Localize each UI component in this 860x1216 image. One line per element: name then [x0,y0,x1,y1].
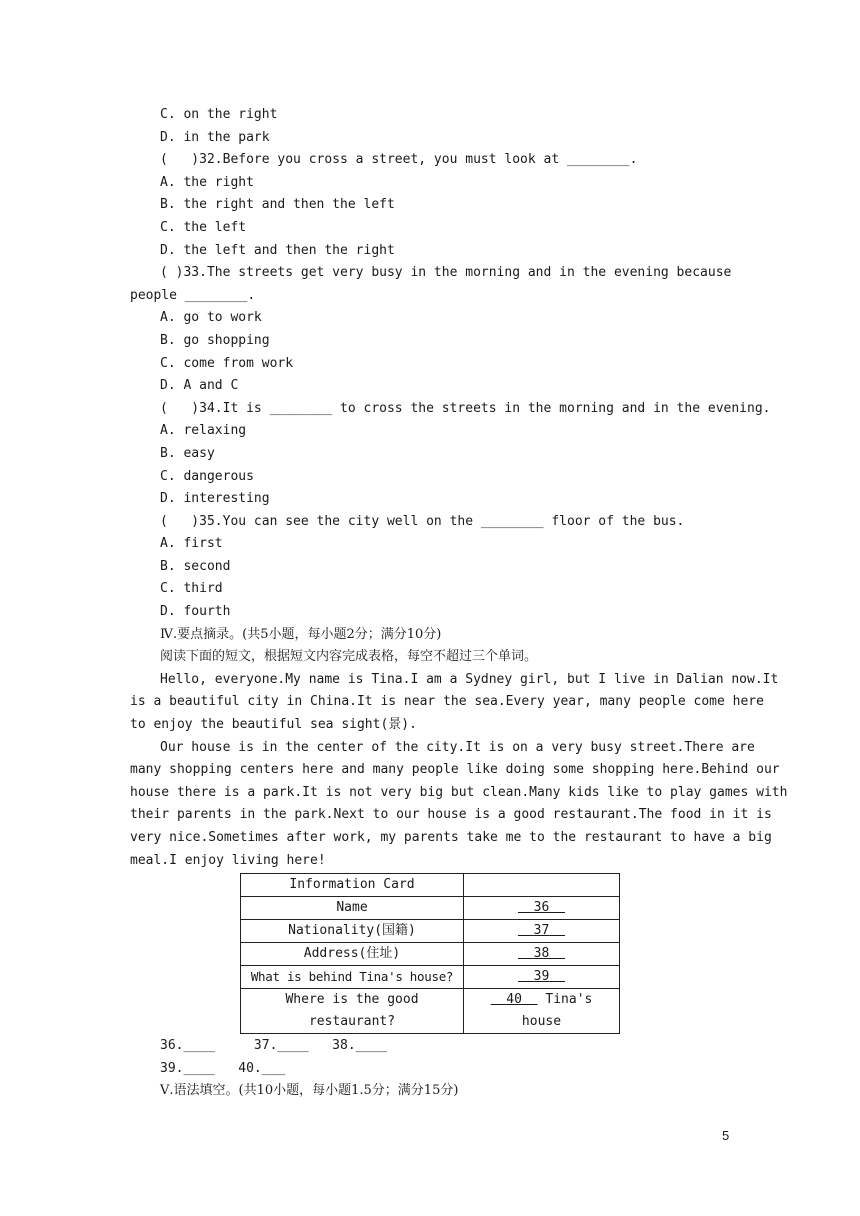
q33-option-a: A. go to work [160,310,262,326]
blank-39[interactable]: 39 [464,966,620,989]
blank-37[interactable]: 37 [464,920,620,943]
row-label-name: Name [241,897,464,920]
blank-40-cell[interactable]: 40 Tina's house [464,989,620,1034]
q34-option-b: B. easy [160,445,215,461]
passage-line: meal.I enjoy living here! [130,852,326,868]
answer-row-2: 39.____ 40.___ [160,1060,286,1076]
q32-option-a: A. the right [160,174,254,190]
row-label-behind-house: What is behind Tina's house? [241,966,464,989]
card-header: Information Card [241,874,464,897]
q35-option-c: C. third [160,581,223,597]
document-body [130,104,788,1103]
passage-line: very nice.Sometimes after work, my parents take me to the restaurant to have a big [130,830,772,845]
table-row [241,989,620,1034]
table-row [241,943,620,966]
q33-option-b: B. go shopping [160,332,270,348]
passage-line: many shopping centers here and many people like doing some shopping here.Behind our [130,762,780,778]
section-5-heading: Ⅴ.语法填空。(共10小题，每小题1.5分；满分15分) [160,1083,459,1099]
blank-36[interactable]: 36 [464,897,620,920]
blank-40-suffix: Tina's house [521,992,593,1030]
q32-stem: ( )32.Before you cross a street, you must look at ________. [160,152,638,168]
row-label-restaurant-line2: restaurant? [308,1014,396,1030]
passage-line: their parents in the park.Next to our house is a good restaurant.The food in it is [130,807,772,823]
passage-line: house there is a park.It is not very big but clean.Many kids like to play games with [130,784,788,800]
q32-option-d: D. the left and then the right [160,242,395,258]
passage-line: Hello, everyone.My name is Tina.I am a Sydney girl, but I live in Dalian now.It [160,671,779,687]
q34-option-d: D. interesting [160,491,270,507]
q32-option-c: C. the left [160,219,247,235]
q32-option-b: B. the right and then the left [160,197,395,213]
row-label-restaurant [241,989,464,1034]
q33-option-c: C. come from work [160,355,294,371]
passage-paragraph-2 [130,737,788,873]
passage-line: is a beautiful city in China.It is near the sea.Every year, many people come here [130,694,764,710]
passage-line: Our house is in the center of the city.It is on a very busy street.There are [160,739,755,755]
page-number: 5 [722,1128,730,1143]
row-label-restaurant-line1: Where is the good [285,992,419,1008]
section-4-heading: Ⅳ.要点摘录。(共5小题，每小题2分；满分10分) [160,626,442,642]
blank-38[interactable]: 38 [464,943,620,966]
table-row [241,874,620,897]
passage-paragraph-1 [130,669,779,737]
q31-option-d: D. in the park [160,129,270,145]
table-row [241,920,620,943]
row-label-address: Address(住址) [241,943,464,966]
q34-option-a: A. relaxing [160,423,247,439]
q34-stem: ( )34.It is ________ to cross the streets in the morning and in the evening. [160,400,771,416]
q35-option-d: D. fourth [160,604,231,620]
q35-stem: ( )35.You can see the city well on the ________ floor of the bus. [160,513,685,529]
table-row [241,966,620,989]
section-4-instruction: 阅读下面的短文，根据短文内容完成表格，每空不超过三个单词。 [160,649,538,665]
q35-option-a: A. first [160,536,223,552]
q33-option-d: D. A and C [160,378,239,394]
row-label-nationality: Nationality(国籍) [241,920,464,943]
q31-option-c: C. on the right [160,107,278,122]
q35-option-b: B. second [160,558,231,574]
table-row [241,897,620,920]
answer-row-1: 36.____ 37.____ 38.____ [160,1038,387,1054]
card-header-empty [464,874,620,897]
q33-stem-line1: ( )33.The streets get very busy in the morning and in the evening because [160,265,732,281]
q33-stem-line2: people ________. [130,287,256,303]
information-card-table [240,873,620,1034]
q34-option-c: C. dangerous [160,468,254,484]
passage-line: to enjoy the beautiful sea sight(景). [130,717,417,733]
